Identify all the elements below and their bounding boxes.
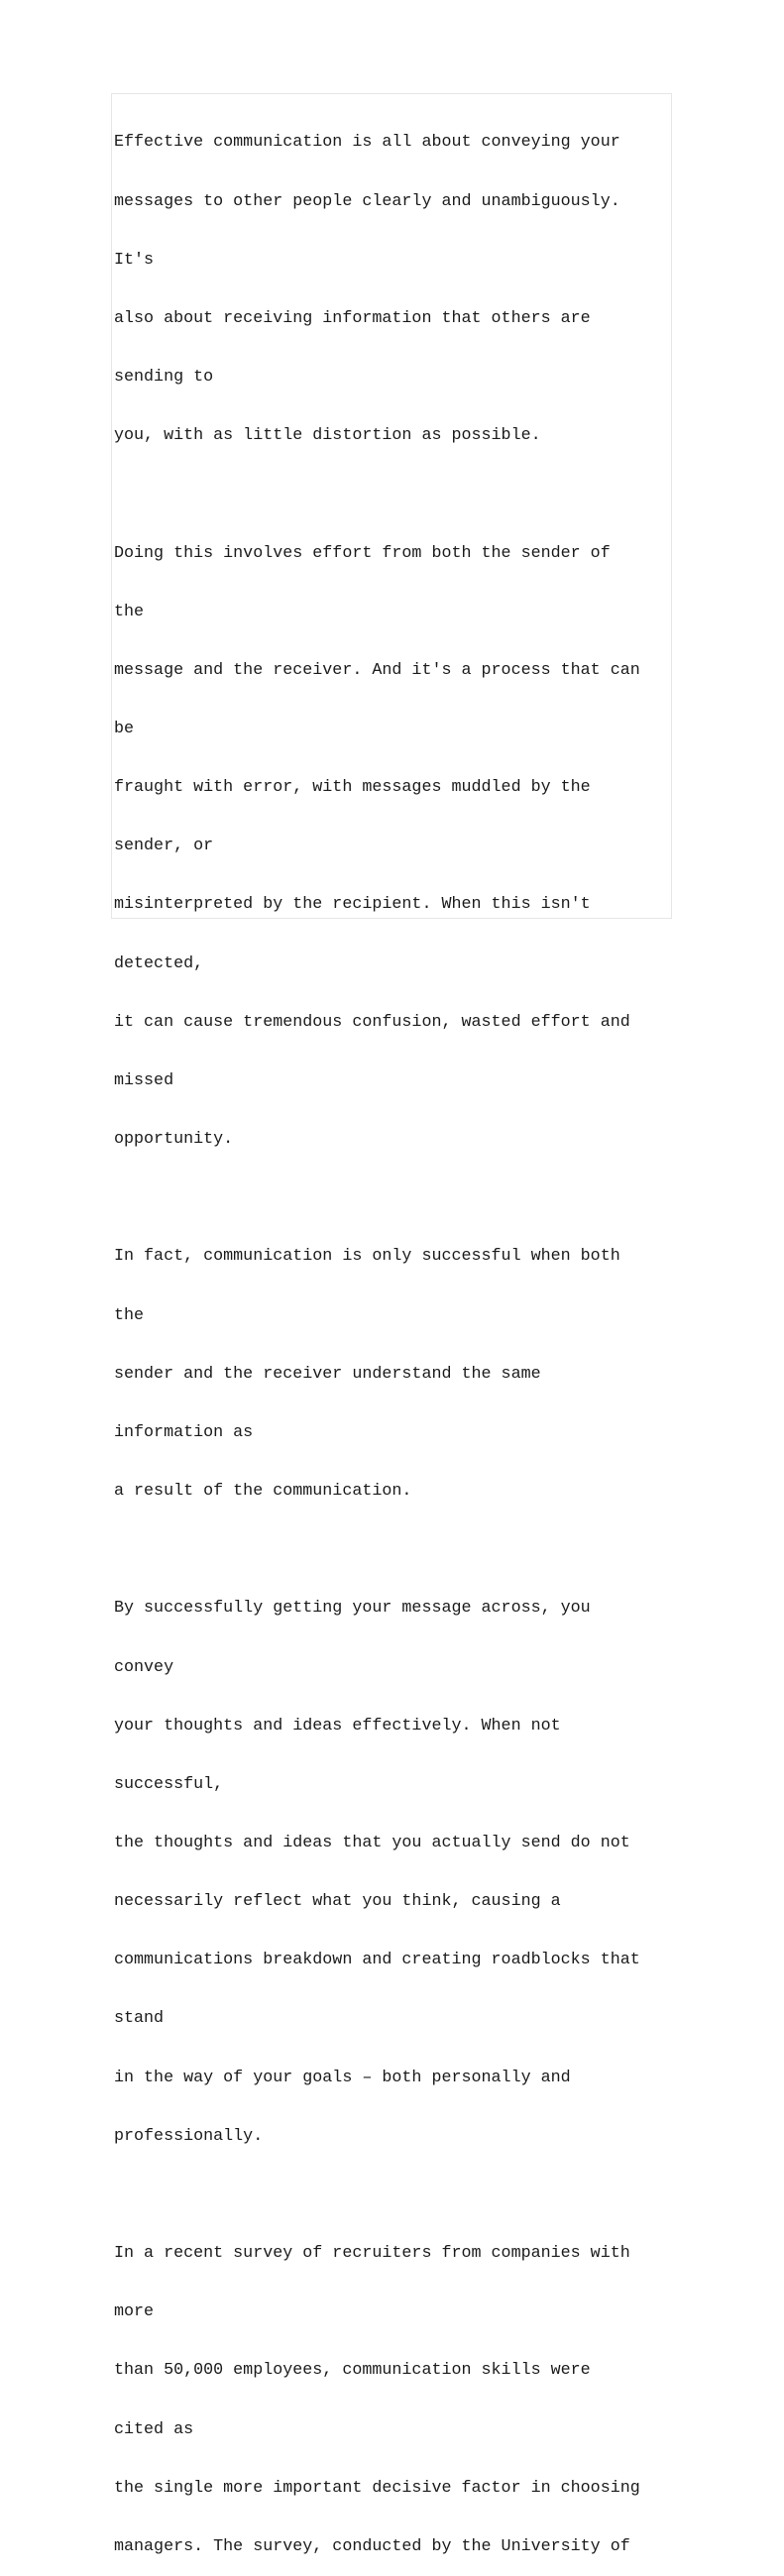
text-line: in the way of your goals – both personally and (114, 2068, 571, 2087)
text-line: opportunity. (114, 1130, 234, 1150)
text-line: missed (114, 1070, 174, 1090)
text-line: the single more important decisive factor in choosing (114, 2478, 640, 2498)
blank-line (114, 485, 671, 504)
text-line: It's (114, 250, 155, 270)
blank-line (114, 2185, 671, 2205)
text-line: convey (114, 1657, 174, 1677)
text-line: the thoughts and ideas that you actually send do not (114, 1833, 630, 1852)
text-line: cited as (114, 2419, 194, 2439)
text-line: professionally. (114, 2126, 264, 2146)
text-line: you, with as little distortion as possible. (114, 426, 541, 446)
text-line: a result of the communication. (114, 1482, 412, 1502)
text-line: also about receiving information that others are (114, 308, 591, 328)
blank-line (114, 1188, 671, 1208)
text-line: Doing this involves effort from both the sender of (114, 543, 611, 563)
text-line: it can cause tremendous confusion, wasted effort and (114, 1012, 630, 1032)
text-line: more (114, 2302, 155, 2322)
text-line: sending to (114, 368, 214, 388)
text-line: message and the receiver. And it's a process that can (114, 660, 640, 680)
text-line: managers. The survey, conducted by the University of (114, 2536, 630, 2556)
text-line: stand (114, 2009, 165, 2029)
text-line: communications breakdown and creating roadblocks that (114, 1951, 640, 1970)
text-line: misinterpreted by the recipient. When this isn't (114, 895, 591, 915)
text-line: information as (114, 1422, 254, 1442)
text-line: successful, (114, 1774, 224, 1794)
text-line: sender, or (114, 837, 214, 856)
text-line: In fact, communication is only successful when both (114, 1247, 620, 1267)
text-line: fraught with error, with messages muddled by the (114, 778, 591, 798)
text-line: your thoughts and ideas effectively. When not (114, 1716, 561, 1736)
text-line: necessarily reflect what you think, causing a (114, 1892, 561, 1912)
text-line: Effective communication is all about conveying your (114, 133, 620, 153)
text-line: By successfully getting your message across, you (114, 1599, 591, 1619)
text-line: than 50,000 employees, communication skills were (114, 2361, 591, 2381)
text-line: be (114, 720, 135, 738)
text-line: detected, (114, 953, 204, 973)
text-line: the (114, 602, 145, 621)
text-line: the (114, 1305, 145, 1325)
text-line: sender and the receiver understand the same (114, 1364, 541, 1384)
text-line: In a recent survey of recruiters from companies with (114, 2244, 630, 2264)
document-text (114, 94, 671, 2576)
blank-line (114, 1540, 671, 1560)
text-line: messages to other people clearly and unambiguously. (114, 191, 620, 211)
